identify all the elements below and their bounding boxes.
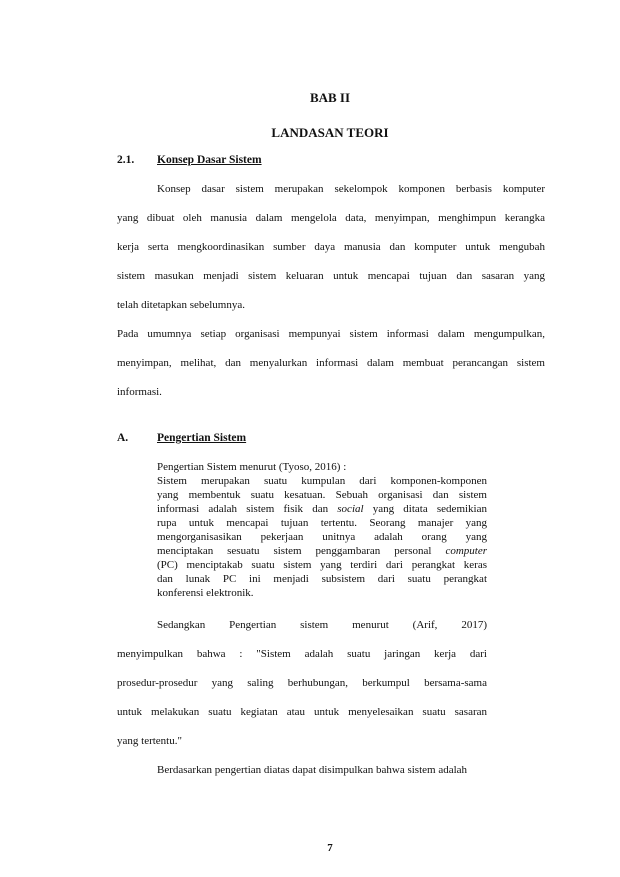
- paragraph-line: sistem masukan menjadi sistem keluaran untuk mencapai tujuan dan sasaran yang: [117, 270, 545, 282]
- paragraph-line: Konsep dasar sistem merupakan sekelompok komponen berbasis komputer: [157, 183, 545, 195]
- subsection-number: A.: [117, 432, 129, 444]
- paragraph-line: Pada umumnya setiap organisasi mempunyai sistem informasi dalam mengumpulkan,: [117, 328, 545, 340]
- quote-line: [157, 545, 487, 559]
- paragraph-line: menyimpulkan bahwa : "Sistem adalah suatu jaringan kerja dari: [117, 648, 487, 660]
- paragraph-line: informasi.: [117, 386, 162, 398]
- subsection-title: Pengertian Sistem: [157, 432, 247, 444]
- quote-line: konferensi elektronik.: [157, 587, 254, 599]
- paragraph-line: yang dibuat oleh manusia dalam mengelola data, menyimpan, menghimpun kerangka: [117, 212, 545, 224]
- paragraph-line: untuk melakukan suatu kegiatan atau untuk menyelesaikan suatu sasaran: [117, 706, 487, 718]
- quote-emphasis: social: [337, 503, 364, 515]
- quote-line: rupa untuk mencapai tujuan tertentu. Seorang manajer yang: [157, 517, 487, 529]
- section-title: Konsep Dasar Sistem: [157, 154, 262, 166]
- paragraph-line: yang tertentu.": [117, 735, 182, 747]
- quote-line: mengorganisasikan pekerjaan unitnya adalah orang yang: [157, 531, 487, 543]
- page-number: 7: [327, 842, 333, 854]
- quote-line: [157, 503, 487, 517]
- quote-line: dan lunak PC ini menjadi subsistem dari suatu perangkat: [157, 573, 487, 585]
- quote-line: yang membentuk suatu kesatuan. Sebuah organisasi dan sistem: [157, 489, 487, 501]
- section-number: 2.1.: [117, 154, 135, 166]
- quote-text: menciptakan sesuatu sistem penggambaran personal: [157, 545, 432, 557]
- quote-intro: Pengertian Sistem menurut (Tyoso, 2016) :: [157, 461, 347, 473]
- paragraph-line: prosedur-prosedur yang saling berhubungan, berkumpul bersama-sama: [117, 677, 487, 689]
- quote-text: yang ditata sedemikian: [372, 503, 487, 515]
- chapter-label: BAB II: [309, 90, 351, 105]
- quote-text: informasi adalah sistem fisik dan: [157, 503, 329, 515]
- paragraph-line: Berdasarkan pengertian diatas dapat disimpulkan bahwa sistem adalah: [157, 764, 468, 776]
- paragraph-line: menyimpan, melihat, dan menyalurkan informasi dalam membuat perancangan sistem: [117, 357, 545, 369]
- chapter-title: LANDASAN TEORI: [271, 125, 389, 140]
- quote-line: Sistem merupakan suatu kumpulan dari komponen-komponen: [157, 475, 487, 487]
- paragraph-line: telah ditetapkan sebelumnya.: [117, 299, 245, 311]
- paragraph-line: Sedangkan Pengertian sistem menurut (Arif, 2017): [157, 619, 487, 631]
- quote-emphasis: computer: [445, 545, 487, 557]
- quote-line: (PC) menciptakab suatu sistem yang terdiri dari perangkat keras: [157, 559, 487, 571]
- paragraph-line: kerja serta mengkoordinasikan sumber daya manusia dan komputer untuk mengubah: [117, 241, 545, 253]
